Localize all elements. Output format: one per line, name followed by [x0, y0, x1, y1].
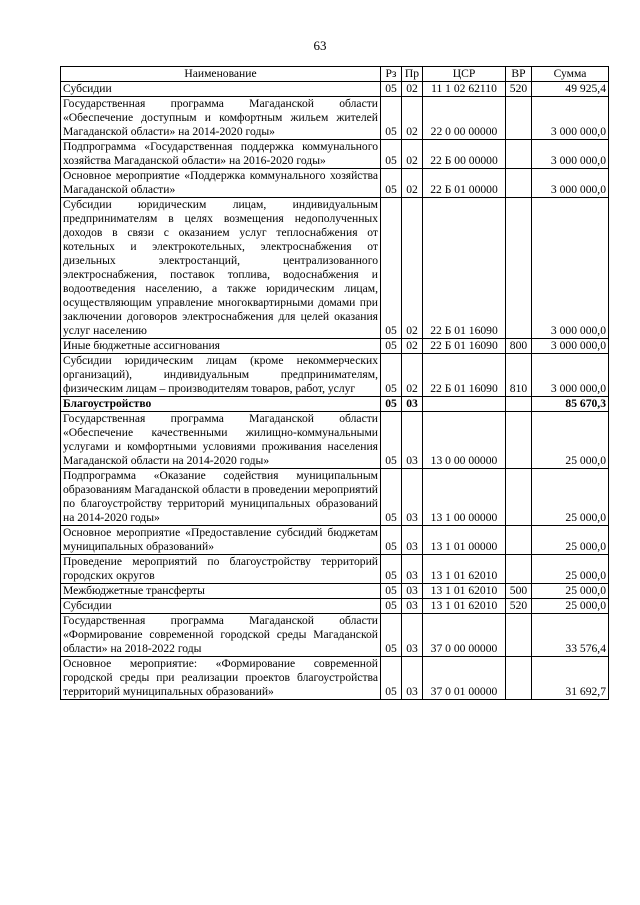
row-name-cell: Основное мероприятие «Поддержка коммунального хозяйства Магаданской области» [61, 169, 381, 198]
row-name-cell: Основное мероприятие «Предоставление субсидий бюджетам муниципальных образований» [61, 526, 381, 555]
header-name: Наименование [61, 67, 381, 82]
table-row [61, 97, 609, 140]
row-pr-cell: 02 [402, 339, 423, 354]
row-sum-cell: 3 000 000,0 [532, 140, 609, 169]
table-row [61, 198, 609, 339]
row-sum-cell: 3 000 000,0 [532, 198, 609, 339]
row-rz-cell: 05 [381, 82, 402, 97]
table-row [61, 657, 609, 700]
row-sum-cell: 33 576,4 [532, 614, 609, 657]
row-csr-cell: 22 Б 01 16090 [423, 339, 506, 354]
row-sum-cell: 3 000 000,0 [532, 169, 609, 198]
row-rz-cell: 05 [381, 97, 402, 140]
table-row [61, 354, 609, 397]
row-name-cell: Проведение мероприятий по благоустройству территорий городских округов [61, 555, 381, 584]
row-pr-cell: 02 [402, 169, 423, 198]
row-name-cell: Субсидии юридическим лицам, индивидуальным предпринимателям в целях возмещения недополученных доходов в связи с оказанием услуг теплоснабжения от котельных и электрокотельных, электроснабжения от дизельных электростанций, централизованного электроснабжения, поставок топлива, водоснабжения и водоотведения населению, а также юридическим лицам, осуществляющим управление многоквартирными домами при заключении договоров электроснабжения для целей оказания услуг населению [61, 198, 381, 339]
row-vr-cell [506, 169, 532, 198]
header-csr: ЦСР [423, 67, 506, 82]
row-csr-cell: 13 0 00 00000 [423, 412, 506, 469]
row-csr-cell: 13 1 01 62010 [423, 555, 506, 584]
table-body [61, 82, 609, 700]
row-vr-cell [506, 97, 532, 140]
row-rz-cell: 05 [381, 599, 402, 614]
header-rz: Рз [381, 67, 402, 82]
table-row [61, 469, 609, 526]
row-name-cell: Иные бюджетные ассигнования [61, 339, 381, 354]
row-csr-cell: 13 1 00 00000 [423, 469, 506, 526]
row-sum-cell: 25 000,0 [532, 526, 609, 555]
row-pr-cell: 03 [402, 584, 423, 599]
row-pr-cell: 03 [402, 599, 423, 614]
table-row [61, 397, 609, 412]
table-row [61, 614, 609, 657]
row-csr-cell: 11 1 02 62110 [423, 82, 506, 97]
budget-table [60, 66, 609, 700]
row-sum-cell: 25 000,0 [532, 584, 609, 599]
row-rz-cell: 05 [381, 397, 402, 412]
row-name-cell: Подпрограмма «Государственная поддержка коммунального хозяйства Магаданской области» на 2016-2020 годы» [61, 140, 381, 169]
row-vr-cell: 500 [506, 584, 532, 599]
row-vr-cell [506, 412, 532, 469]
row-sum-cell: 3 000 000,0 [532, 97, 609, 140]
row-vr-cell [506, 469, 532, 526]
row-pr-cell: 02 [402, 198, 423, 339]
row-pr-cell: 02 [402, 354, 423, 397]
row-vr-cell: 810 [506, 354, 532, 397]
row-rz-cell: 05 [381, 526, 402, 555]
row-sum-cell: 25 000,0 [532, 555, 609, 584]
row-pr-cell: 03 [402, 397, 423, 412]
row-csr-cell: 22 Б 01 00000 [423, 169, 506, 198]
row-csr-cell: 13 1 01 62010 [423, 584, 506, 599]
row-pr-cell: 03 [402, 555, 423, 584]
table-row [61, 169, 609, 198]
table-row [61, 599, 609, 614]
row-sum-cell: 3 000 000,0 [532, 339, 609, 354]
row-vr-cell: 520 [506, 599, 532, 614]
table-row [61, 140, 609, 169]
row-csr-cell: 22 Б 00 00000 [423, 140, 506, 169]
table-row [61, 412, 609, 469]
header-pr: Пр [402, 67, 423, 82]
row-sum-cell: 3 000 000,0 [532, 354, 609, 397]
header-vr: ВР [506, 67, 532, 82]
row-rz-cell: 05 [381, 614, 402, 657]
row-csr-cell: 22 Б 01 16090 [423, 198, 506, 339]
row-pr-cell: 02 [402, 82, 423, 97]
row-sum-cell: 25 000,0 [532, 412, 609, 469]
row-rz-cell: 05 [381, 584, 402, 599]
row-name-cell: Государственная программа Магаданской области «Обеспечение доступным и комфортным жильем жителей Магаданской области» на 2014-2020 годы» [61, 97, 381, 140]
row-name-cell: Благоустройство [61, 397, 381, 412]
table-row [61, 82, 609, 97]
row-pr-cell: 03 [402, 469, 423, 526]
row-rz-cell: 05 [381, 657, 402, 700]
table-row [61, 339, 609, 354]
table-row [61, 555, 609, 584]
row-rz-cell: 05 [381, 412, 402, 469]
row-name-cell: Субсидии [61, 599, 381, 614]
row-pr-cell: 02 [402, 97, 423, 140]
header-sum: Сумма [532, 67, 609, 82]
row-vr-cell [506, 140, 532, 169]
row-csr-cell: 22 Б 01 16090 [423, 354, 506, 397]
row-vr-cell [506, 397, 532, 412]
row-vr-cell [506, 614, 532, 657]
row-vr-cell [506, 526, 532, 555]
row-name-cell: Межбюджетные трансферты [61, 584, 381, 599]
row-name-cell: Субсидии [61, 82, 381, 97]
table-row [61, 584, 609, 599]
row-pr-cell: 03 [402, 657, 423, 700]
row-name-cell: Основное мероприятие: «Формирование современной городской среды при реализации проектов благоустройства территорий муниципальных образований» [61, 657, 381, 700]
row-rz-cell: 05 [381, 198, 402, 339]
table-header-row [61, 67, 609, 82]
row-name-cell: Государственная программа Магаданской области «Обеспечение качественными жилищно-коммунальными услугами и комфортными условиями проживания населения Магаданской области на 2014-2020 годы» [61, 412, 381, 469]
row-sum-cell: 31 692,7 [532, 657, 609, 700]
page-number: 63 [313, 38, 327, 53]
row-csr-cell: 37 0 01 00000 [423, 657, 506, 700]
row-rz-cell: 05 [381, 140, 402, 169]
row-vr-cell [506, 657, 532, 700]
row-csr-cell: 13 1 01 62010 [423, 599, 506, 614]
row-rz-cell: 05 [381, 555, 402, 584]
row-pr-cell: 03 [402, 614, 423, 657]
row-csr-cell [423, 397, 506, 412]
row-name-cell: Субсидии юридическим лицам (кроме некоммерческих организаций), индивидуальным предпринимателям, физическим лицам – производителям товаров, работ, услуг [61, 354, 381, 397]
row-pr-cell: 03 [402, 412, 423, 469]
row-vr-cell [506, 555, 532, 584]
row-csr-cell: 13 1 01 00000 [423, 526, 506, 555]
row-sum-cell: 25 000,0 [532, 599, 609, 614]
row-pr-cell: 03 [402, 526, 423, 555]
row-name-cell: Подпрограмма «Оказание содействия муниципальным образованиям Магаданской области в проведении мероприятий по благоустройству территорий муниципальных образований на 2014-2020 годы» [61, 469, 381, 526]
row-name-cell: Государственная программа Магаданской области «Формирование современной городской среды Магаданской области» на 2018-2022 годы [61, 614, 381, 657]
row-vr-cell: 800 [506, 339, 532, 354]
row-rz-cell: 05 [381, 354, 402, 397]
row-csr-cell: 37 0 00 00000 [423, 614, 506, 657]
row-rz-cell: 05 [381, 469, 402, 526]
table-row [61, 526, 609, 555]
row-csr-cell: 22 0 00 00000 [423, 97, 506, 140]
row-rz-cell: 05 [381, 169, 402, 198]
row-sum-cell: 49 925,4 [532, 82, 609, 97]
row-vr-cell [506, 198, 532, 339]
row-vr-cell: 520 [506, 82, 532, 97]
row-rz-cell: 05 [381, 339, 402, 354]
row-sum-cell: 25 000,0 [532, 469, 609, 526]
row-sum-cell: 85 670,3 [532, 397, 609, 412]
row-pr-cell: 02 [402, 140, 423, 169]
